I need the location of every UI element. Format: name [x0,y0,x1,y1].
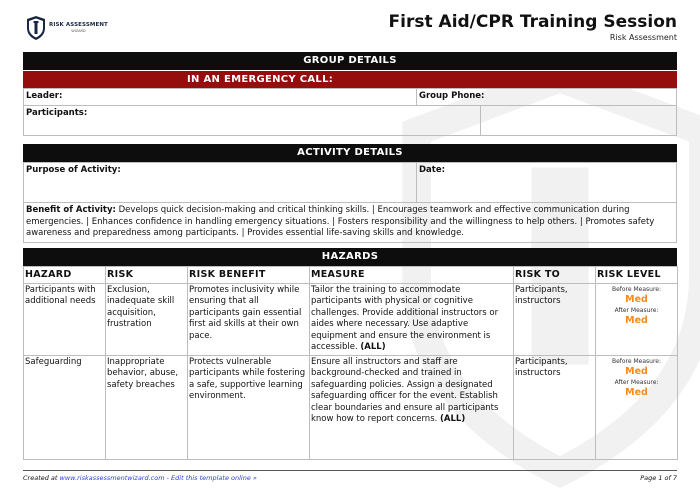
before-measure-value: Med [625,365,648,377]
shield-logo-icon [25,15,47,41]
col-risk-to: RISK TO [514,267,596,284]
after-measure-value: Med [625,314,648,326]
purpose-field[interactable] [24,163,416,202]
measure-text: Tailor the training to accommodate participants with physical or cognitive challenges. Provide additional instructors or aides where necessary. Use adaptive equipment and ensure the environment is accessible. [311,284,499,352]
benefit-text: Develops quick decision-making and critical thinking skills. | Encourages teamwork and effective communication during emergencies. | Enhances confidence in handling emergency situations. | Fosters responsibility and the willingness to help others. | Promotes safety awareness and preparedness among participants. | Provides essential life-saving skills and knowledge. [26,205,655,238]
measure-tag: (ALL) [440,414,466,424]
participants-label: Participants: [26,108,88,118]
hazard-cell: Safeguarding [24,355,106,459]
activity-details-section [23,144,677,243]
after-measure-label: After Measure: [614,306,659,314]
before-measure-label: Before Measure: [611,285,662,293]
page-subtitle: Risk Assessment [609,33,677,42]
measure-text: Ensure all instructors and staff are background-checked and trained in safeguarding policies. Assign a designated safeguarding officer for the event. Establish clear boundaries and ensure all participants know how to report concerns. [311,356,499,424]
col-risk: RISK [106,267,188,284]
page-header [23,12,677,48]
site-link[interactable]: www.riskassessmentwizard.com [59,474,165,482]
leader-label: Leader: [26,91,63,101]
emergency-heading: IN AN EMERGENCY CALL: [23,70,677,88]
col-hazard: HAZARD [24,267,106,284]
table-row [24,355,678,459]
group-phone-field[interactable] [416,89,676,105]
benefit-of-activity [24,203,676,242]
risk-cell: Exclusion, inadequate skill acquisition, frustration [106,283,188,355]
date-label: Date: [419,165,446,175]
before-measure-label: Before Measure: [611,357,662,365]
table-row [24,283,678,355]
footer-credit [23,474,257,482]
hazard-cell: Participants with additional needs [24,283,106,355]
before-measure-value: Med [625,293,648,305]
footer-created-prefix: Created at [23,474,60,482]
benefit-label: Benefit of Activity: [26,205,116,215]
hazards-table [23,266,678,460]
date-field[interactable] [416,163,676,202]
col-measure: MEASURE [310,267,514,284]
risk-benefit-cell: Protects vulnerable participants while fostering a safe, supportive learning environment. [188,355,310,459]
hazards-section [23,248,677,460]
after-measure-label: After Measure: [614,378,659,386]
page-number: Page 1 of 7 [640,474,677,482]
measure-tag: (ALL) [360,342,386,352]
logo-text: RISK ASSESSMENT [49,22,108,28]
hazards-heading: HAZARDS [23,248,677,266]
group-phone-label: Group Phone: [419,91,485,101]
edit-template-link[interactable]: - Edit this template online » [164,474,257,482]
activity-details-heading: ACTIVITY DETAILS [23,144,677,162]
participants-field[interactable] [24,106,480,135]
after-measure-value: Med [625,386,648,398]
group-details-heading: GROUP DETAILS [23,52,677,70]
col-risk-benefit: RISK BENEFIT [188,267,310,284]
page-footer [23,470,677,482]
logo-subtext: WIZARD [71,28,86,33]
page-title: First Aid/CPR Training Session [388,12,677,32]
group-details-section [23,52,677,136]
risk-cell: Inappropriate behavior, abuse, safety breaches [106,355,188,459]
risk-level-cell [596,355,678,459]
leader-field[interactable] [24,89,416,105]
risk-benefit-cell: Promotes inclusivity while ensuring that all participants gain essential first aid skills at their own pace. [188,283,310,355]
col-risk-level: RISK LEVEL [596,267,678,284]
measure-cell [310,283,514,355]
participants-extra-field[interactable] [480,106,676,135]
hazards-header-row [24,267,678,284]
risk-to-cell: Participants, instructors [514,355,596,459]
measure-cell [310,355,514,459]
purpose-label: Purpose of Activity: [26,165,121,175]
logo [25,15,108,41]
risk-level-cell [596,283,678,355]
risk-to-cell: Participants, instructors [514,283,596,355]
